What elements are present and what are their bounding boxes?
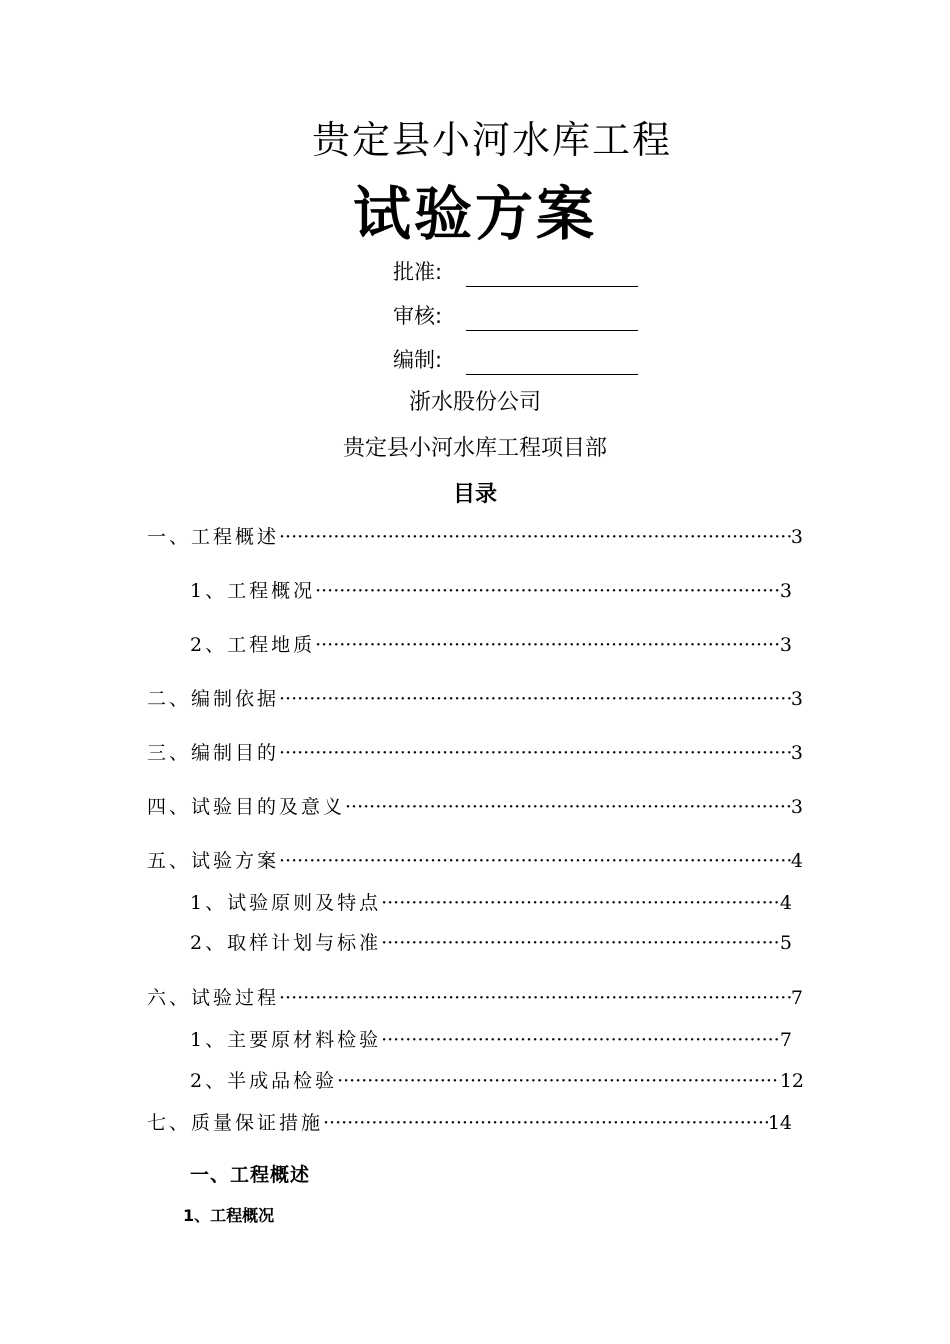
department-name: 贵定县小河水库工程项目部	[342, 436, 607, 461]
approval-label: 批准:	[393, 260, 443, 284]
toc-leader-dots	[345, 794, 791, 820]
toc-entry[interactable]	[190, 632, 792, 658]
toc-entry-page: 3	[790, 526, 803, 548]
toc-entry[interactable]	[147, 686, 803, 712]
toc-entry[interactable]	[190, 578, 792, 604]
toc-entry-page: 3	[790, 742, 803, 764]
prepare-row	[393, 346, 465, 374]
toc-entry-text: 四、试验目的及意义	[147, 796, 346, 818]
toc-entry-page: 7	[790, 987, 803, 1009]
approval-row	[393, 258, 465, 286]
toc-leader-dots	[323, 1110, 768, 1136]
toc-entry-text: 2、半成品检验	[190, 1070, 338, 1092]
toc-entry-page: 7	[779, 1029, 792, 1051]
toc-entry-page: 14	[767, 1112, 792, 1134]
toc-entry-text: 2、取样计划与标准	[190, 932, 382, 954]
prepare-label: 编制:	[393, 348, 443, 372]
toc-entry-text: 六、试验过程	[147, 987, 280, 1009]
toc-entry-text: 二、编制依据	[147, 688, 280, 710]
toc-entry-text: 三、编制目的	[147, 742, 280, 764]
toc-leader-dots	[381, 1027, 780, 1053]
toc-entry-page: 3	[790, 796, 803, 818]
toc-entry-text: 1、工程概况	[190, 580, 316, 602]
toc-entry-text: 七、质量保证措施	[147, 1112, 324, 1134]
document-title: 试验方案	[352, 180, 597, 248]
toc-leader-dots	[279, 848, 791, 874]
subsection-heading: 1、工程概况	[183, 1206, 275, 1225]
toc-entry[interactable]	[147, 740, 803, 766]
review-label: 审核:	[393, 304, 443, 328]
approval-signature-line	[466, 286, 638, 287]
toc-leader-dots	[381, 930, 780, 956]
review-signature-line	[466, 330, 638, 331]
toc-leader-dots	[279, 985, 791, 1011]
toc-entry[interactable]	[147, 985, 803, 1011]
toc-entry[interactable]	[147, 794, 803, 820]
toc-entry[interactable]	[190, 1068, 804, 1094]
toc-entry[interactable]	[190, 890, 792, 916]
toc-leader-dots	[315, 632, 780, 658]
review-row	[393, 302, 465, 330]
toc-leader-dots	[381, 890, 780, 916]
project-title: 贵定县小河水库工程	[311, 118, 672, 162]
toc-leader-dots	[279, 686, 791, 712]
toc-leader-dots	[315, 578, 780, 604]
toc-entry-page: 3	[779, 580, 792, 602]
toc-entry-text: 1、主要原材料检验	[190, 1029, 382, 1051]
toc-entry-page: 4	[790, 850, 803, 872]
toc-entry-text: 五、试验方案	[147, 850, 280, 872]
toc-entry-page: 12	[779, 1070, 804, 1092]
prepare-signature-line	[466, 374, 638, 375]
toc-entry[interactable]	[190, 930, 792, 956]
company-name: 浙水股份公司	[408, 390, 541, 415]
toc-leader-dots	[279, 740, 791, 766]
toc-entry-text: 1、试验原则及特点	[190, 892, 382, 914]
toc-entry[interactable]	[190, 1027, 792, 1053]
toc-entry-page: 5	[779, 932, 792, 954]
toc-leader-dots	[279, 524, 791, 550]
toc-entry-page: 3	[779, 634, 792, 656]
toc-leader-dots	[337, 1068, 780, 1094]
section-heading: 一、工程概述	[190, 1164, 311, 1186]
toc-entry[interactable]	[147, 524, 803, 550]
toc-entry[interactable]	[147, 848, 803, 874]
toc-entry[interactable]	[147, 1110, 792, 1136]
toc-entry-page: 3	[790, 688, 803, 710]
toc-title: 目录	[452, 482, 497, 507]
toc-entry-page: 4	[779, 892, 792, 914]
toc-entry-text: 2、工程地质	[190, 634, 316, 656]
toc-entry-text: 一、工程概述	[147, 526, 280, 548]
